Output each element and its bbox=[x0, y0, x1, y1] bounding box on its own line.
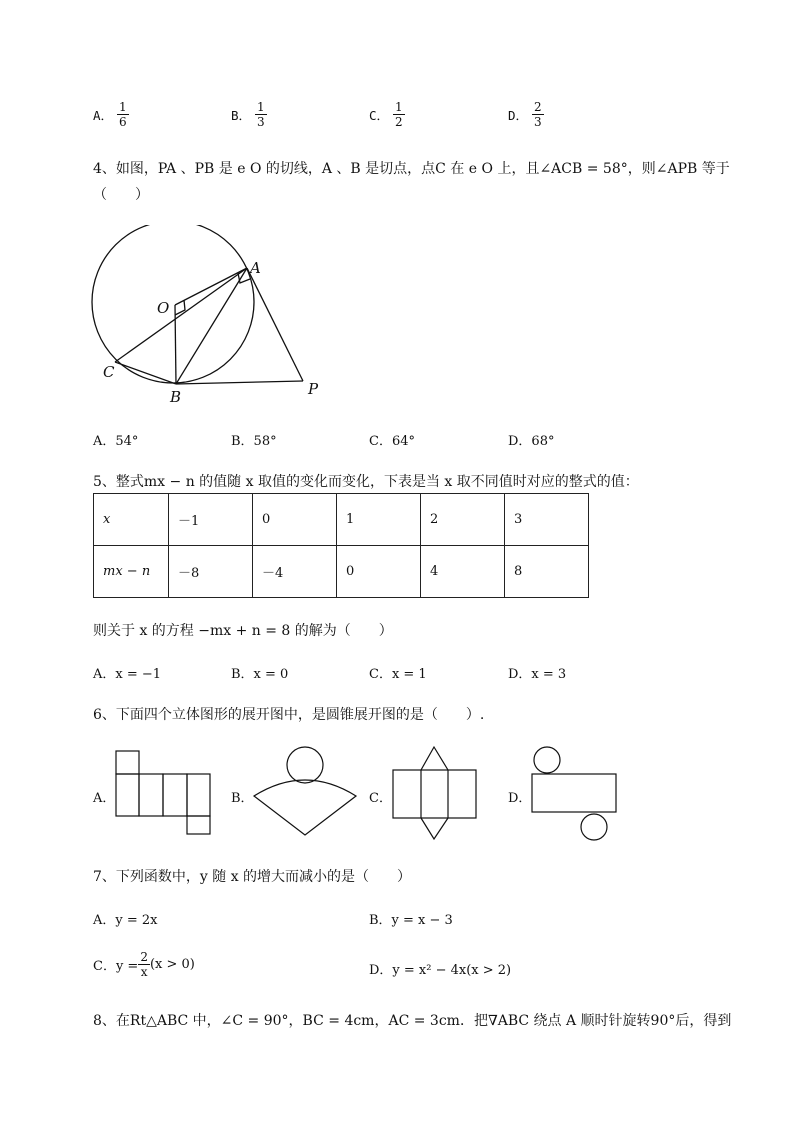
q6-label-c: C． bbox=[369, 791, 392, 806]
circle-o bbox=[92, 225, 254, 383]
numerator: 1 bbox=[257, 100, 265, 114]
q7-option-c bbox=[93, 950, 195, 979]
table-cell: 4 bbox=[421, 546, 505, 598]
segment-bp bbox=[176, 381, 303, 384]
table-cell: 1 bbox=[337, 494, 421, 546]
q4-text: 4、如图，PA 、PB 是 e O 的切线，A 、B 是切点，点C 在 e O 上，且∠ACB = 58°，则∠APB 等于 bbox=[93, 161, 730, 177]
q5-value-table bbox=[93, 493, 589, 598]
q8-text: 8、在Rt△ABC 中，∠C = 90°，BC = 4cm，AC = 3cm．把∇ABC 绕点 A 顺时针旋转90°后，得到 bbox=[93, 1013, 732, 1029]
table-cell: 8 bbox=[505, 546, 589, 598]
table-cell: 0 bbox=[253, 494, 337, 546]
q6-figure-a-cube-net bbox=[112, 748, 214, 836]
numerator: 2 bbox=[140, 950, 148, 964]
table-cell: －1 bbox=[169, 494, 253, 546]
option-label: D． bbox=[508, 107, 529, 123]
q6-figure-c-prism-net bbox=[390, 744, 480, 842]
q4-figure bbox=[90, 225, 330, 405]
q3-option-a bbox=[93, 100, 129, 129]
numerator: 1 bbox=[119, 100, 127, 114]
q6-figure-b-cone-net bbox=[250, 744, 360, 838]
label-c: C bbox=[103, 363, 115, 381]
segment-ab bbox=[176, 268, 247, 384]
table-cell: 2 bbox=[421, 494, 505, 546]
q4-option-d: D．68° bbox=[508, 434, 555, 449]
label-a: A bbox=[250, 259, 261, 277]
segment-ob bbox=[175, 305, 176, 384]
fraction bbox=[138, 950, 150, 979]
segment-ca bbox=[115, 268, 247, 362]
label-b: B bbox=[170, 388, 182, 405]
q6-label-a: A． bbox=[93, 791, 116, 806]
denominator: 3 bbox=[534, 115, 542, 129]
q7-option-a: A．y = 2x bbox=[93, 913, 158, 928]
fraction bbox=[393, 100, 405, 129]
q4-option-a: A．54° bbox=[93, 434, 139, 449]
numerator: 2 bbox=[534, 100, 542, 114]
denominator: 6 bbox=[119, 115, 127, 129]
q6-figure-d-cylinder-net bbox=[528, 744, 620, 844]
denominator: 2 bbox=[395, 115, 403, 129]
q3-option-d bbox=[508, 100, 544, 129]
q5-option-c: C．x = 1 bbox=[369, 667, 427, 682]
denominator: x bbox=[140, 965, 148, 979]
q6-label-b: B． bbox=[231, 791, 254, 806]
table-row bbox=[94, 494, 589, 546]
segment-ap bbox=[247, 268, 303, 381]
option-c-domain: (x > 0) bbox=[149, 957, 195, 972]
table-cell: 0 bbox=[337, 546, 421, 598]
q3-option-c bbox=[369, 100, 405, 129]
table-cell: mx − n bbox=[94, 546, 169, 598]
table-cell: x bbox=[94, 494, 169, 546]
label-p: P bbox=[308, 380, 319, 398]
segment-cb bbox=[115, 362, 176, 384]
table-cell: －4 bbox=[253, 546, 337, 598]
q5-option-a: A．x = −1 bbox=[93, 667, 162, 682]
q5-option-d: D．x = 3 bbox=[508, 667, 567, 682]
table-row bbox=[94, 546, 589, 598]
q4-option-b: B．58° bbox=[231, 434, 277, 449]
option-label: B． bbox=[231, 107, 252, 123]
option-c-prefix: C．y = bbox=[93, 959, 139, 974]
q7-text: 7、下列函数中，y 随 x 的增大而减小的是（ ） bbox=[93, 869, 412, 885]
option-label: A． bbox=[93, 107, 114, 123]
fraction bbox=[117, 100, 129, 129]
q6-label-d: D． bbox=[508, 791, 532, 806]
q4-paren: （ ） bbox=[93, 187, 149, 203]
q3-option-b bbox=[231, 100, 267, 129]
q5-text: 5、整式mx − n 的值随 x 取值的变化而变化，下表是当 x 取不同值时对应的整式的值： bbox=[93, 474, 639, 490]
fraction bbox=[532, 100, 544, 129]
label-o: O bbox=[157, 299, 170, 317]
denominator: 3 bbox=[257, 115, 265, 129]
table-cell: －8 bbox=[169, 546, 253, 598]
q5-option-b: B．x = 0 bbox=[231, 667, 289, 682]
q4-option-c: C．64° bbox=[369, 434, 415, 449]
table-cell: 3 bbox=[505, 494, 589, 546]
option-label: C． bbox=[369, 107, 390, 123]
q7-option-d: D．y = x² − 4x(x > 2) bbox=[369, 963, 512, 978]
q6-text: 6、下面四个立体图形的展开图中，是圆锥展开图的是（ ）. bbox=[93, 707, 485, 723]
right-angle-mark-a bbox=[238, 273, 250, 283]
numerator: 1 bbox=[395, 100, 403, 114]
q5-question: 则关于 x 的方程 −mx + n = 8 的解为（ ） bbox=[93, 623, 393, 639]
fraction bbox=[255, 100, 267, 129]
q7-option-b: B．y = x − 3 bbox=[369, 913, 453, 928]
